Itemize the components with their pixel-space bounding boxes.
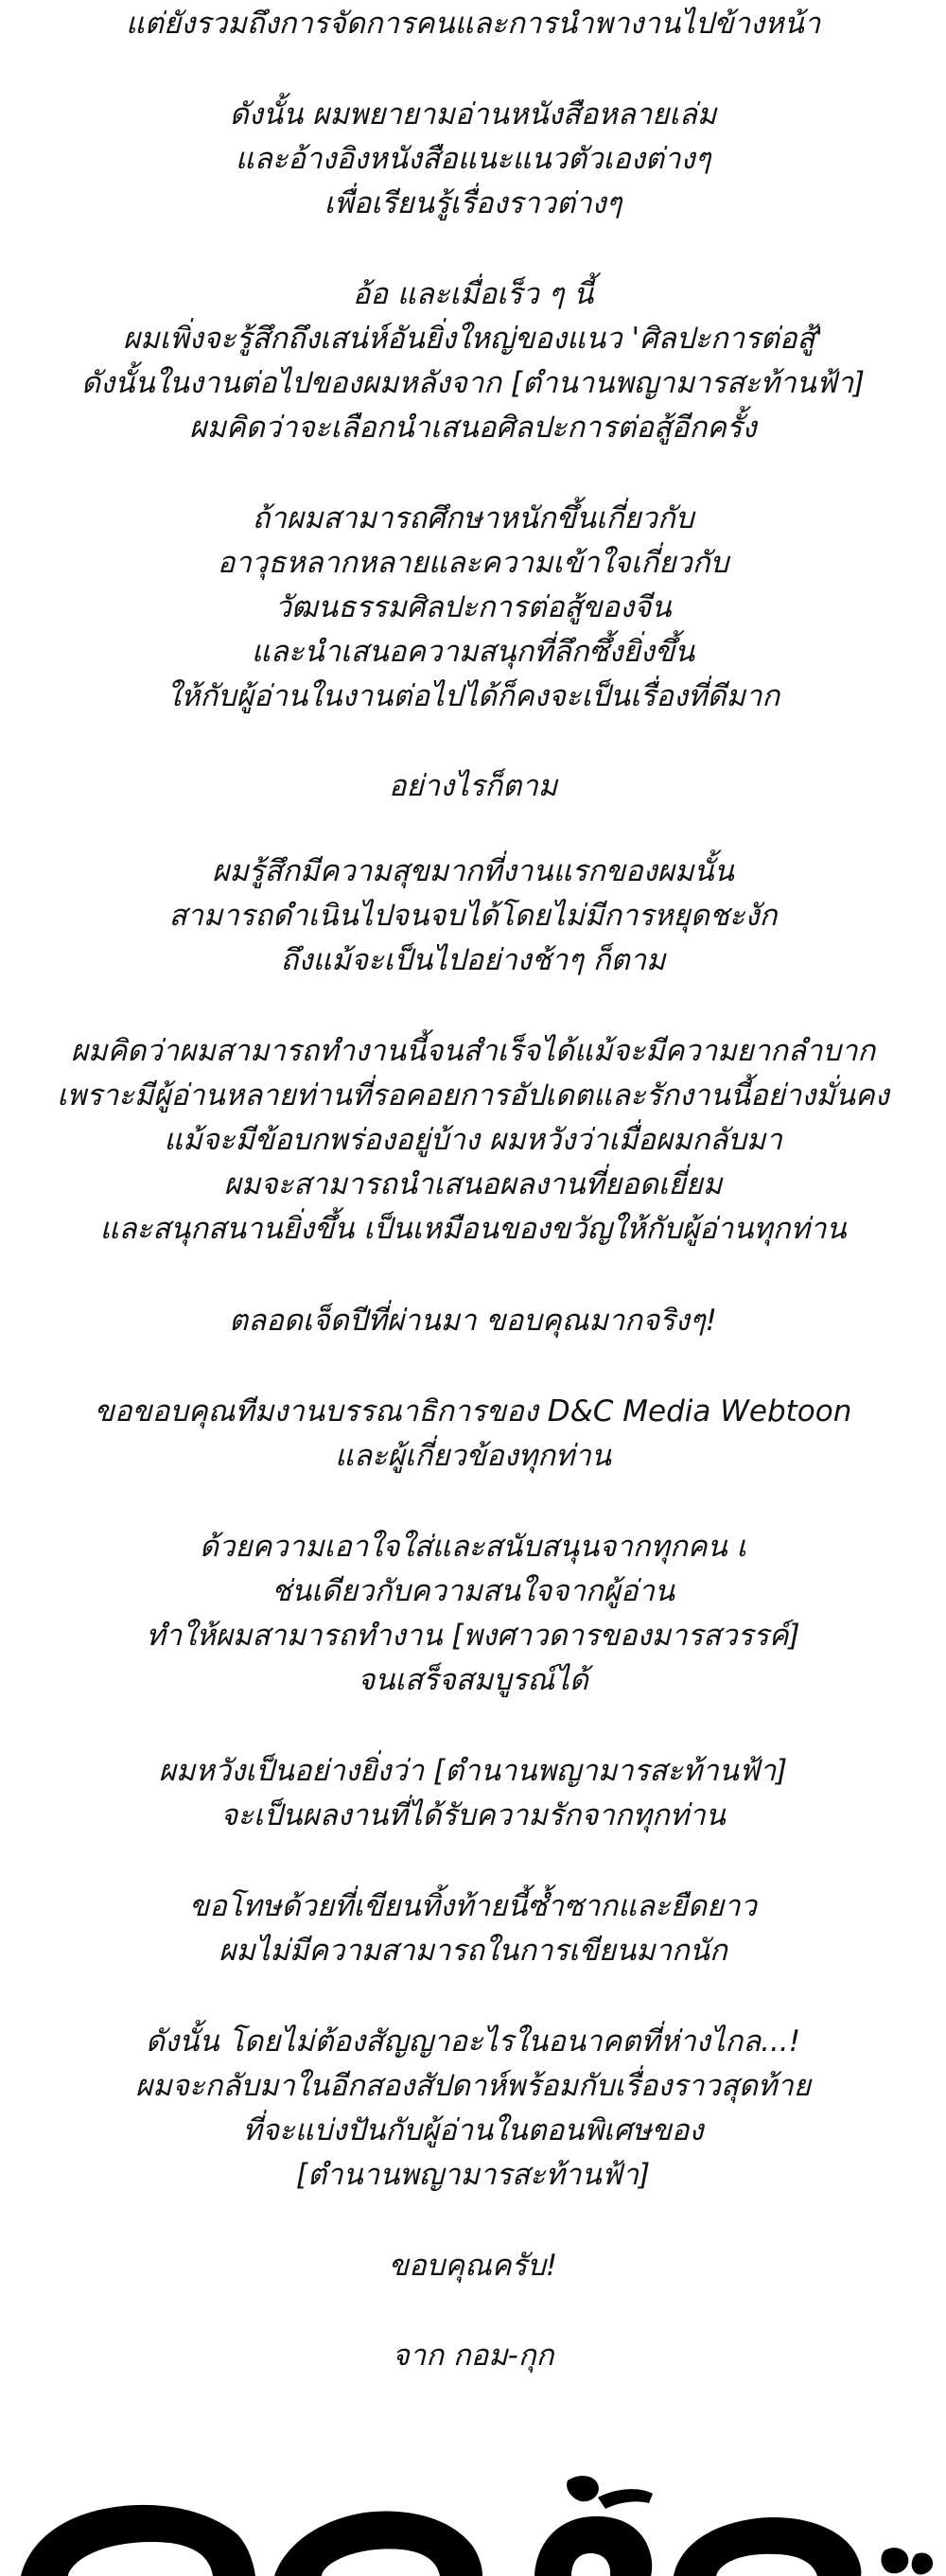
afterword-line: เพราะมีผู้อ่านหลายท่านที่รอคอยการอัปเดตและรักงานนี้อย่างมั่นคง — [57, 1078, 889, 1113]
afterword-line: แต่ยังรวมถึงการจัดการคนและการนำพางานไปข้างหน้า — [125, 7, 821, 41]
brush-stroke — [567, 2476, 599, 2501]
brush-lettering-art — [0, 2460, 946, 2576]
afterword-line: ขอขอบคุณทีมงานบรรณาธิการของ D&C Media Webtoon — [94, 1394, 852, 1428]
afterword-paragraph — [0, 764, 946, 809]
afterword-paragraph — [0, 1525, 946, 1703]
afterword-signature — [0, 2334, 946, 2378]
afterword-line: ผมรู้สึกมีความสุขมากที่งานแรกของผมนั้น — [212, 854, 734, 888]
afterword-line: ดังนั้น ผมพยายามอ่านหนังสือหลายเล่ม — [229, 97, 717, 131]
afterword-line: ที่จะแบ่งปันกับผู้อ่านในตอนพิเศษของ — [242, 2113, 704, 2147]
afterword-paragraph — [0, 1029, 946, 1252]
afterword-line: ตลอดเจ็ดปีที่ผ่านมา ขอบคุณมากจริงๆ! — [229, 1304, 717, 1338]
afterword-line: เพื่อเรียนรู้เรื่องราวต่างๆ — [324, 186, 622, 220]
afterword-paragraph — [0, 1390, 946, 1479]
afterword-paragraph — [0, 850, 946, 983]
afterword-line: จาก กอม-กุก — [392, 2339, 554, 2373]
brush-stroke — [274, 2512, 482, 2576]
afterword-line: ด้วยความเอาใจใส่และสนับสนุนจากทุกคน เ — [199, 1530, 747, 1564]
afterword-line: ผมจะสามารถนำเสนอผลงานที่ยอดเยี่ยม — [223, 1167, 723, 1201]
afterword-line: แม้จะมีข้อบกพร่องอยู่บ้าง ผมหวังว่าเมื่อผมกลับมา — [164, 1123, 782, 1157]
afterword-line: ขอบคุณครับ! — [388, 2249, 558, 2283]
afterword-line: และสนุกสนานยิ่งขึ้น เป็นเหมือนของขวัญให้กับผู้อ่านทุกท่าน — [99, 1212, 847, 1246]
afterword-paragraph — [0, 272, 946, 450]
afterword-paragraph — [0, 93, 946, 226]
afterword-line: อ้อ และเมื่อเร็ว ๆ นี้ — [352, 277, 594, 311]
brush-stroke — [598, 2489, 653, 2509]
afterword-line: ดังนั้น โดยไม่ต้องสัญญาอะไรในอนาคตที่ห่างไกล...! — [145, 2024, 801, 2059]
afterword-line: ผมจะกลับมาในอีกสองสัปดาห์พร้อมกับเรื่องราวสุดท้าย — [135, 2069, 811, 2103]
afterword-line: และนำเสนอความสนุกที่ลึกซึ้งยิ่งขึ้น — [251, 635, 695, 669]
afterword-line: ผมไม่มีความสามารถในการเขียนมากนัก — [219, 1934, 727, 1968]
afterword-line: ถ้าผมสามารถศึกษาหนักขึ้นเกี่ยวกับ — [252, 501, 694, 535]
afterword-paragraph — [0, 497, 946, 719]
afterword-paragraph — [0, 1299, 946, 1343]
afterword-line: ดังนั้นในงานต่อไปของผมหลังจาก [ตำนานพญามารสะท้านฟ้า] — [80, 366, 866, 400]
afterword-line: จะเป็นผลงานที่ได้รับความรักจากทุกท่าน — [220, 1798, 726, 1832]
afterword-line: และอ้างอิงหนังสือแนะแนวตัวเองต่างๆ — [235, 142, 711, 176]
afterword-paragraph — [0, 1749, 946, 1838]
brush-stroke — [674, 2517, 861, 2576]
afterword-line: ผมคิดว่าจะเลือกนำเสนอศิลปะการต่อสู้อีกครั้ง — [189, 411, 757, 445]
afterword-line: [ตำนานพญามารสะท้านฟ้า] — [295, 2158, 651, 2192]
afterword-line: ให้กับผู้อ่านในงานต่อไปได้ก็คงจะเป็นเรื่องที่ดีมาก — [166, 679, 780, 713]
afterword-line: ทำให้ผมสามารถทำงาน [พงศาวดารของมารสวรรค์] — [146, 1619, 800, 1653]
afterword-paragraph — [0, 2244, 946, 2288]
afterword-line: สามารถดำเนินไปจนจบได้โดยไม่มีการหยุดชะงัก — [168, 899, 778, 933]
afterword-line: ผมคิดว่าผมสามารถทำงานนี้จนสำเร็จได้แม้จะมีความยากลำบาก — [70, 1034, 876, 1068]
afterword-line: ถึงแม้จะเป็นไปอย่างช้าๆ ก็ตาม — [280, 943, 666, 977]
brush-stroke — [21, 2505, 255, 2576]
afterword-line: ขอโทษด้วยที่เขียนทิ้งท้ายนี้ซ้ำซากและยืดยาว — [189, 1889, 757, 1923]
afterword-line: ผมหวังเป็นอย่างยิ่งว่า [ตำนานพญามารสะท้านฟ้า] — [158, 1754, 788, 1788]
afterword-line: ผมเพิ่งจะรู้สึกถึงเสน่ห์อันยิ่งใหญ่ของแนว 'ศิลปะการต่อสู้' — [123, 322, 823, 356]
afterword-line: และผู้เกี่ยวข้องทุกท่าน — [335, 1439, 611, 1473]
afterword-line: จนเสร็จสมบูรณ์ได้ — [358, 1663, 588, 1697]
afterword-paragraph — [0, 2020, 946, 2198]
brush-stroke — [912, 2552, 933, 2574]
brush-lettering-title — [0, 2460, 946, 2576]
brush-stroke — [881, 2548, 908, 2573]
afterword-line: วัฒนธรรมศิลปะการต่อสู้ของจีน — [274, 590, 672, 624]
afterword-line: อย่างไรก็ตาม — [388, 769, 558, 803]
afterword-line: ช่นเดียวกับความสนใจจากผู้อ่าน — [271, 1574, 675, 1608]
afterword-paragraph — [0, 1884, 946, 1973]
afterword-paragraph — [0, 2, 946, 46]
afterword-line: อาวุธหลากหลายและความเข้าใจเกี่ยวกับ — [217, 546, 729, 580]
brush-stroke — [534, 2516, 652, 2576]
